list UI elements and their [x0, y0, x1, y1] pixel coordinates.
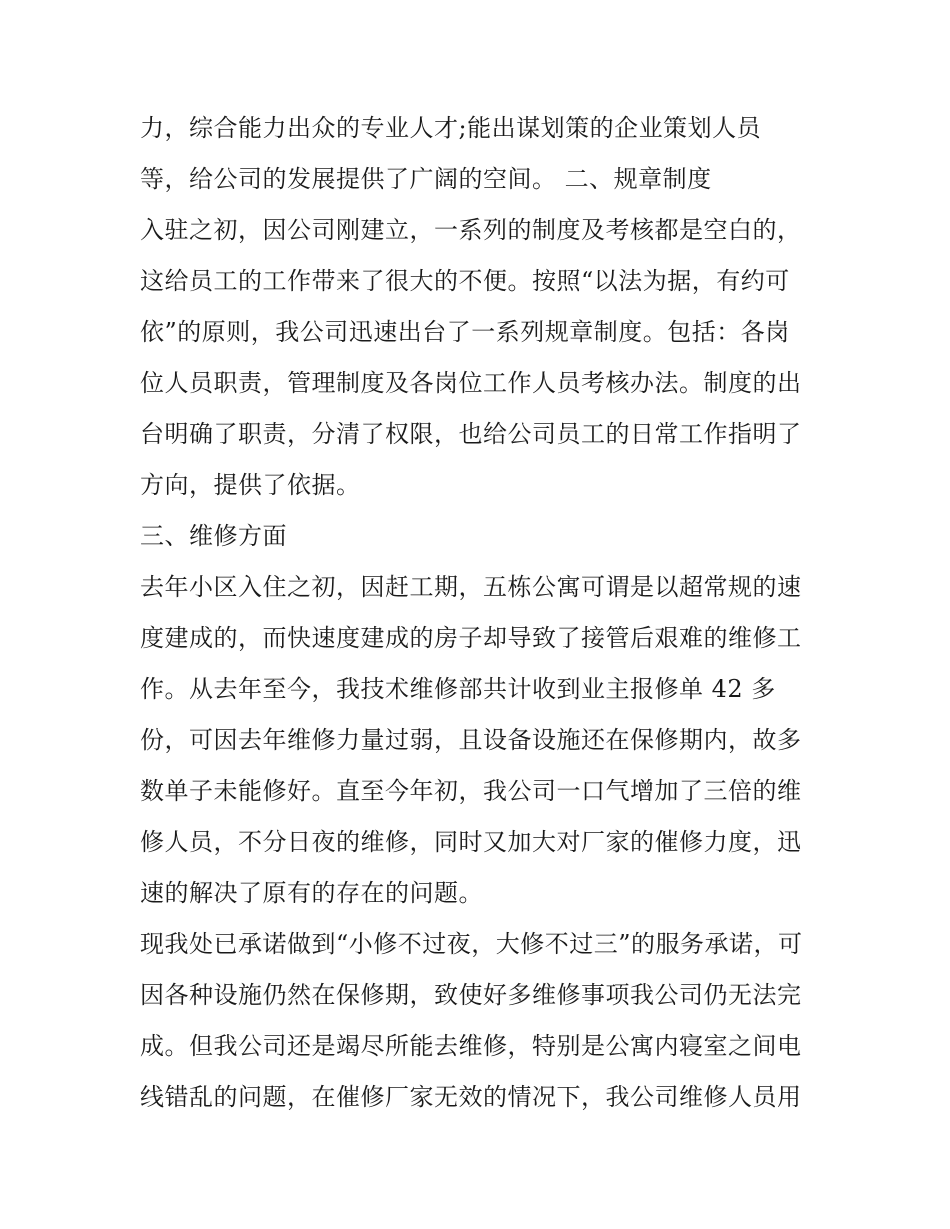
text-line: 速的解决了原有的存在的问题。	[140, 879, 483, 907]
text-line: 入驻之初，因公司刚建立，一系列的制度及考核都是空白的，	[140, 216, 802, 244]
text-line: 依”的原则，我公司迅速出台了一系列规章制度。包括：各岗	[140, 318, 790, 346]
text-line: 方向，提供了依据。	[140, 471, 361, 499]
text-line: 现我处已承诺做到“小修不过夜，大修不过三”的服务承诺，可	[140, 930, 803, 958]
text-line: 这给员工的工作带来了很大的不便。按照“以法为据，有约可	[140, 267, 790, 295]
text-line: 修人员，不分日夜的维修，同时又加大对厂家的催修力度，迅	[140, 828, 802, 856]
text-line: 数单子未能修好。直至今年初，我公司一口气增加了三倍的维	[140, 777, 802, 805]
text-line: 台明确了职责，分清了权限，也给公司员工的日常工作指明了	[140, 420, 802, 448]
text-line: 作。从去年至今，我技术维修部共计收到业主报修单 42 多	[140, 675, 776, 703]
text-line: 因各种设施仍然在保修期，致使好多维修事项我公司仍无法完	[140, 981, 802, 1009]
text-line: 力，综合能力出众的专业人才;能出谋划策的企业策划人员	[140, 114, 762, 142]
text-line: 等，给公司的发展提供了广阔的空间。 二、规章制度	[140, 165, 712, 193]
text-line: 位人员职责，管理制度及各岗位工作人员考核办法。制度的出	[140, 369, 802, 397]
text-line: 成。但我公司还是竭尽所能去维修，特别是公寓内寝室之间电	[140, 1032, 802, 1060]
text-line: 去年小区入住之初，因赶工期，五栋公寓可谓是以超常规的速	[140, 573, 802, 601]
section-heading: 三、维修方面	[140, 522, 287, 550]
text-line: 份，可因去年维修力量过弱，且设备设施还在保修期内，故多	[140, 726, 802, 754]
text-line: 度建成的，而快速度建成的房子却导致了接管后艰难的维修工	[140, 624, 802, 652]
text-line: 线错乱的问题，在催修厂家无效的情况下，我公司维修人员用	[140, 1083, 802, 1111]
